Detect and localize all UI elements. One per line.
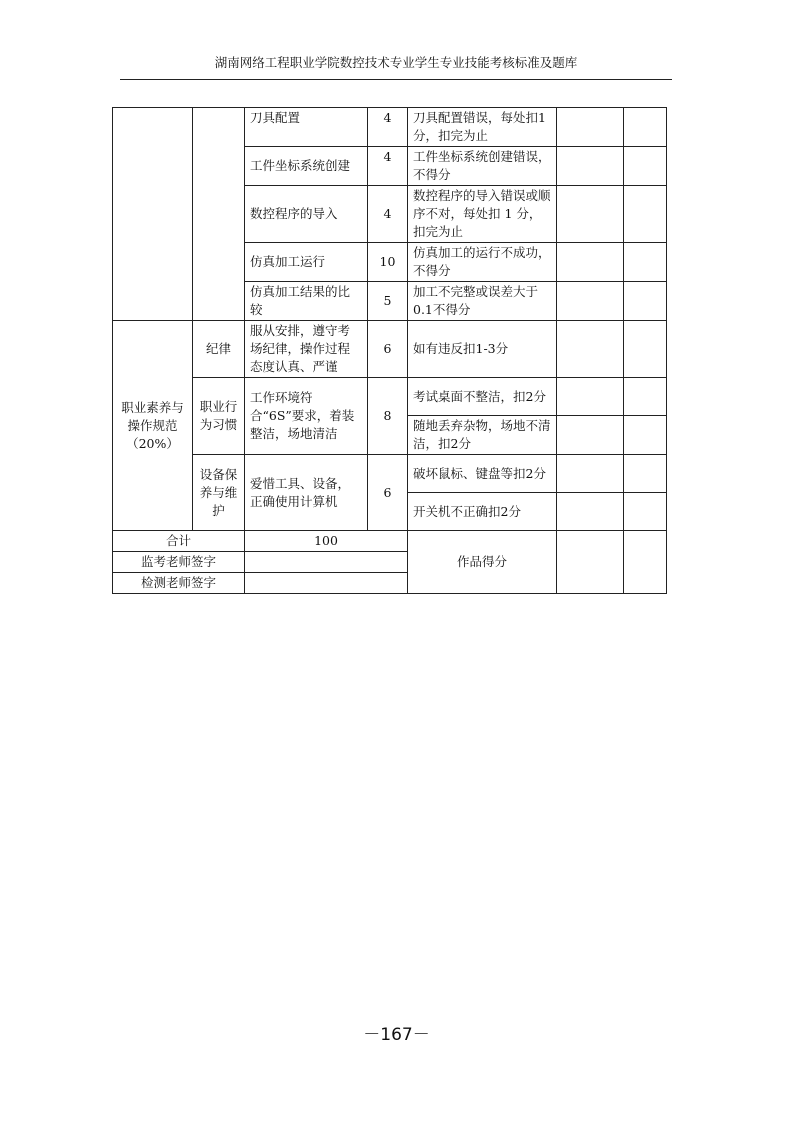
score-result-cell xyxy=(624,378,667,416)
score-result-cell xyxy=(624,108,667,147)
page-number: －167－ xyxy=(363,1025,430,1045)
score-cell: 4 xyxy=(368,108,408,147)
header-rule xyxy=(120,79,672,80)
content-cell: 工件坐标系统创建 xyxy=(245,147,368,186)
supervisor-signature xyxy=(245,552,408,573)
table-row xyxy=(113,108,667,147)
criteria-cell: 数控程序的导入错误或顺序不对，每处扣 1 分，扣完为止 xyxy=(408,186,557,243)
item-cell: 纪律 xyxy=(193,321,245,378)
work-score-blank xyxy=(624,531,667,594)
category-cell: 职业素养与操作规范（20%） xyxy=(113,321,193,531)
item-cell xyxy=(193,108,245,321)
criteria-cell: 工件坐标系统创建错误，不得分 xyxy=(408,147,557,186)
criteria-cell: 破坏鼠标、键盘等扣2分 xyxy=(408,455,557,493)
deduction-cell xyxy=(557,186,624,243)
table-row xyxy=(113,455,667,493)
deduction-cell xyxy=(557,282,624,321)
criteria-cell: 考试桌面不整洁，扣2分 xyxy=(408,378,557,416)
content-cell: 仿真加工运行 xyxy=(245,243,368,282)
deduction-cell xyxy=(557,147,624,186)
score-result-cell xyxy=(624,243,667,282)
table-row xyxy=(113,321,667,378)
content-cell: 数控程序的导入 xyxy=(245,186,368,243)
score-cell: 6 xyxy=(368,455,408,531)
scoring-table xyxy=(112,107,667,594)
examiner-signature xyxy=(245,573,408,594)
score-result-cell xyxy=(624,186,667,243)
supervisor-label: 监考老师签字 xyxy=(113,552,245,573)
score-cell: 5 xyxy=(368,282,408,321)
deduction-cell xyxy=(557,378,624,416)
page-header: 湖南网络工程职业学院数控技术专业学生专业技能考核标准及题库 xyxy=(214,55,578,70)
content-cell: 服从安排，遵守考场纪律，操作过程态度认真、严谨 xyxy=(245,321,368,378)
criteria-cell: 刀具配置错误，每处扣1分，扣完为止 xyxy=(408,108,557,147)
criteria-cell: 随地丢弃杂物，场地不清洁，扣2分 xyxy=(408,416,557,455)
content-cell: 刀具配置 xyxy=(245,108,368,147)
total-label: 合计 xyxy=(113,531,245,552)
score-result-cell xyxy=(624,416,667,455)
content-cell: 仿真加工结果的比较 xyxy=(245,282,368,321)
work-score-value xyxy=(557,531,624,594)
deduction-cell xyxy=(557,321,624,378)
score-cell: 8 xyxy=(368,378,408,455)
score-result-cell xyxy=(624,455,667,493)
criteria-cell: 如有违反扣1-3分 xyxy=(408,321,557,378)
content-cell: 爱惜工具、设备，正确使用计算机 xyxy=(245,455,368,531)
score-result-cell xyxy=(624,282,667,321)
item-cell: 设备保养与维护 xyxy=(193,455,245,531)
score-result-cell xyxy=(624,147,667,186)
deduction-cell xyxy=(557,493,624,531)
criteria-cell: 开关机不正确扣2分 xyxy=(408,493,557,531)
criteria-cell: 加工不完整或误差大于0.1不得分 xyxy=(408,282,557,321)
table-row xyxy=(113,378,667,416)
score-cell: 4 xyxy=(368,147,408,186)
item-cell: 职业行为习惯 xyxy=(193,378,245,455)
score-cell: 4 xyxy=(368,186,408,243)
deduction-cell xyxy=(557,455,624,493)
deduction-cell xyxy=(557,243,624,282)
category-cell xyxy=(113,108,193,321)
deduction-cell xyxy=(557,416,624,455)
examiner-label: 检测老师签字 xyxy=(113,573,245,594)
score-result-cell xyxy=(624,493,667,531)
score-cell: 10 xyxy=(368,243,408,282)
work-score-label: 作品得分 xyxy=(408,531,557,594)
total-row xyxy=(113,531,667,552)
deduction-cell xyxy=(557,108,624,147)
content-cell: 工作环境符合“6S”要求，着装整洁，场地清洁 xyxy=(245,378,368,455)
total-value: 100 xyxy=(245,531,408,552)
score-result-cell xyxy=(624,321,667,378)
score-cell: 6 xyxy=(368,321,408,378)
criteria-cell: 仿真加工的运行不成功，不得分 xyxy=(408,243,557,282)
